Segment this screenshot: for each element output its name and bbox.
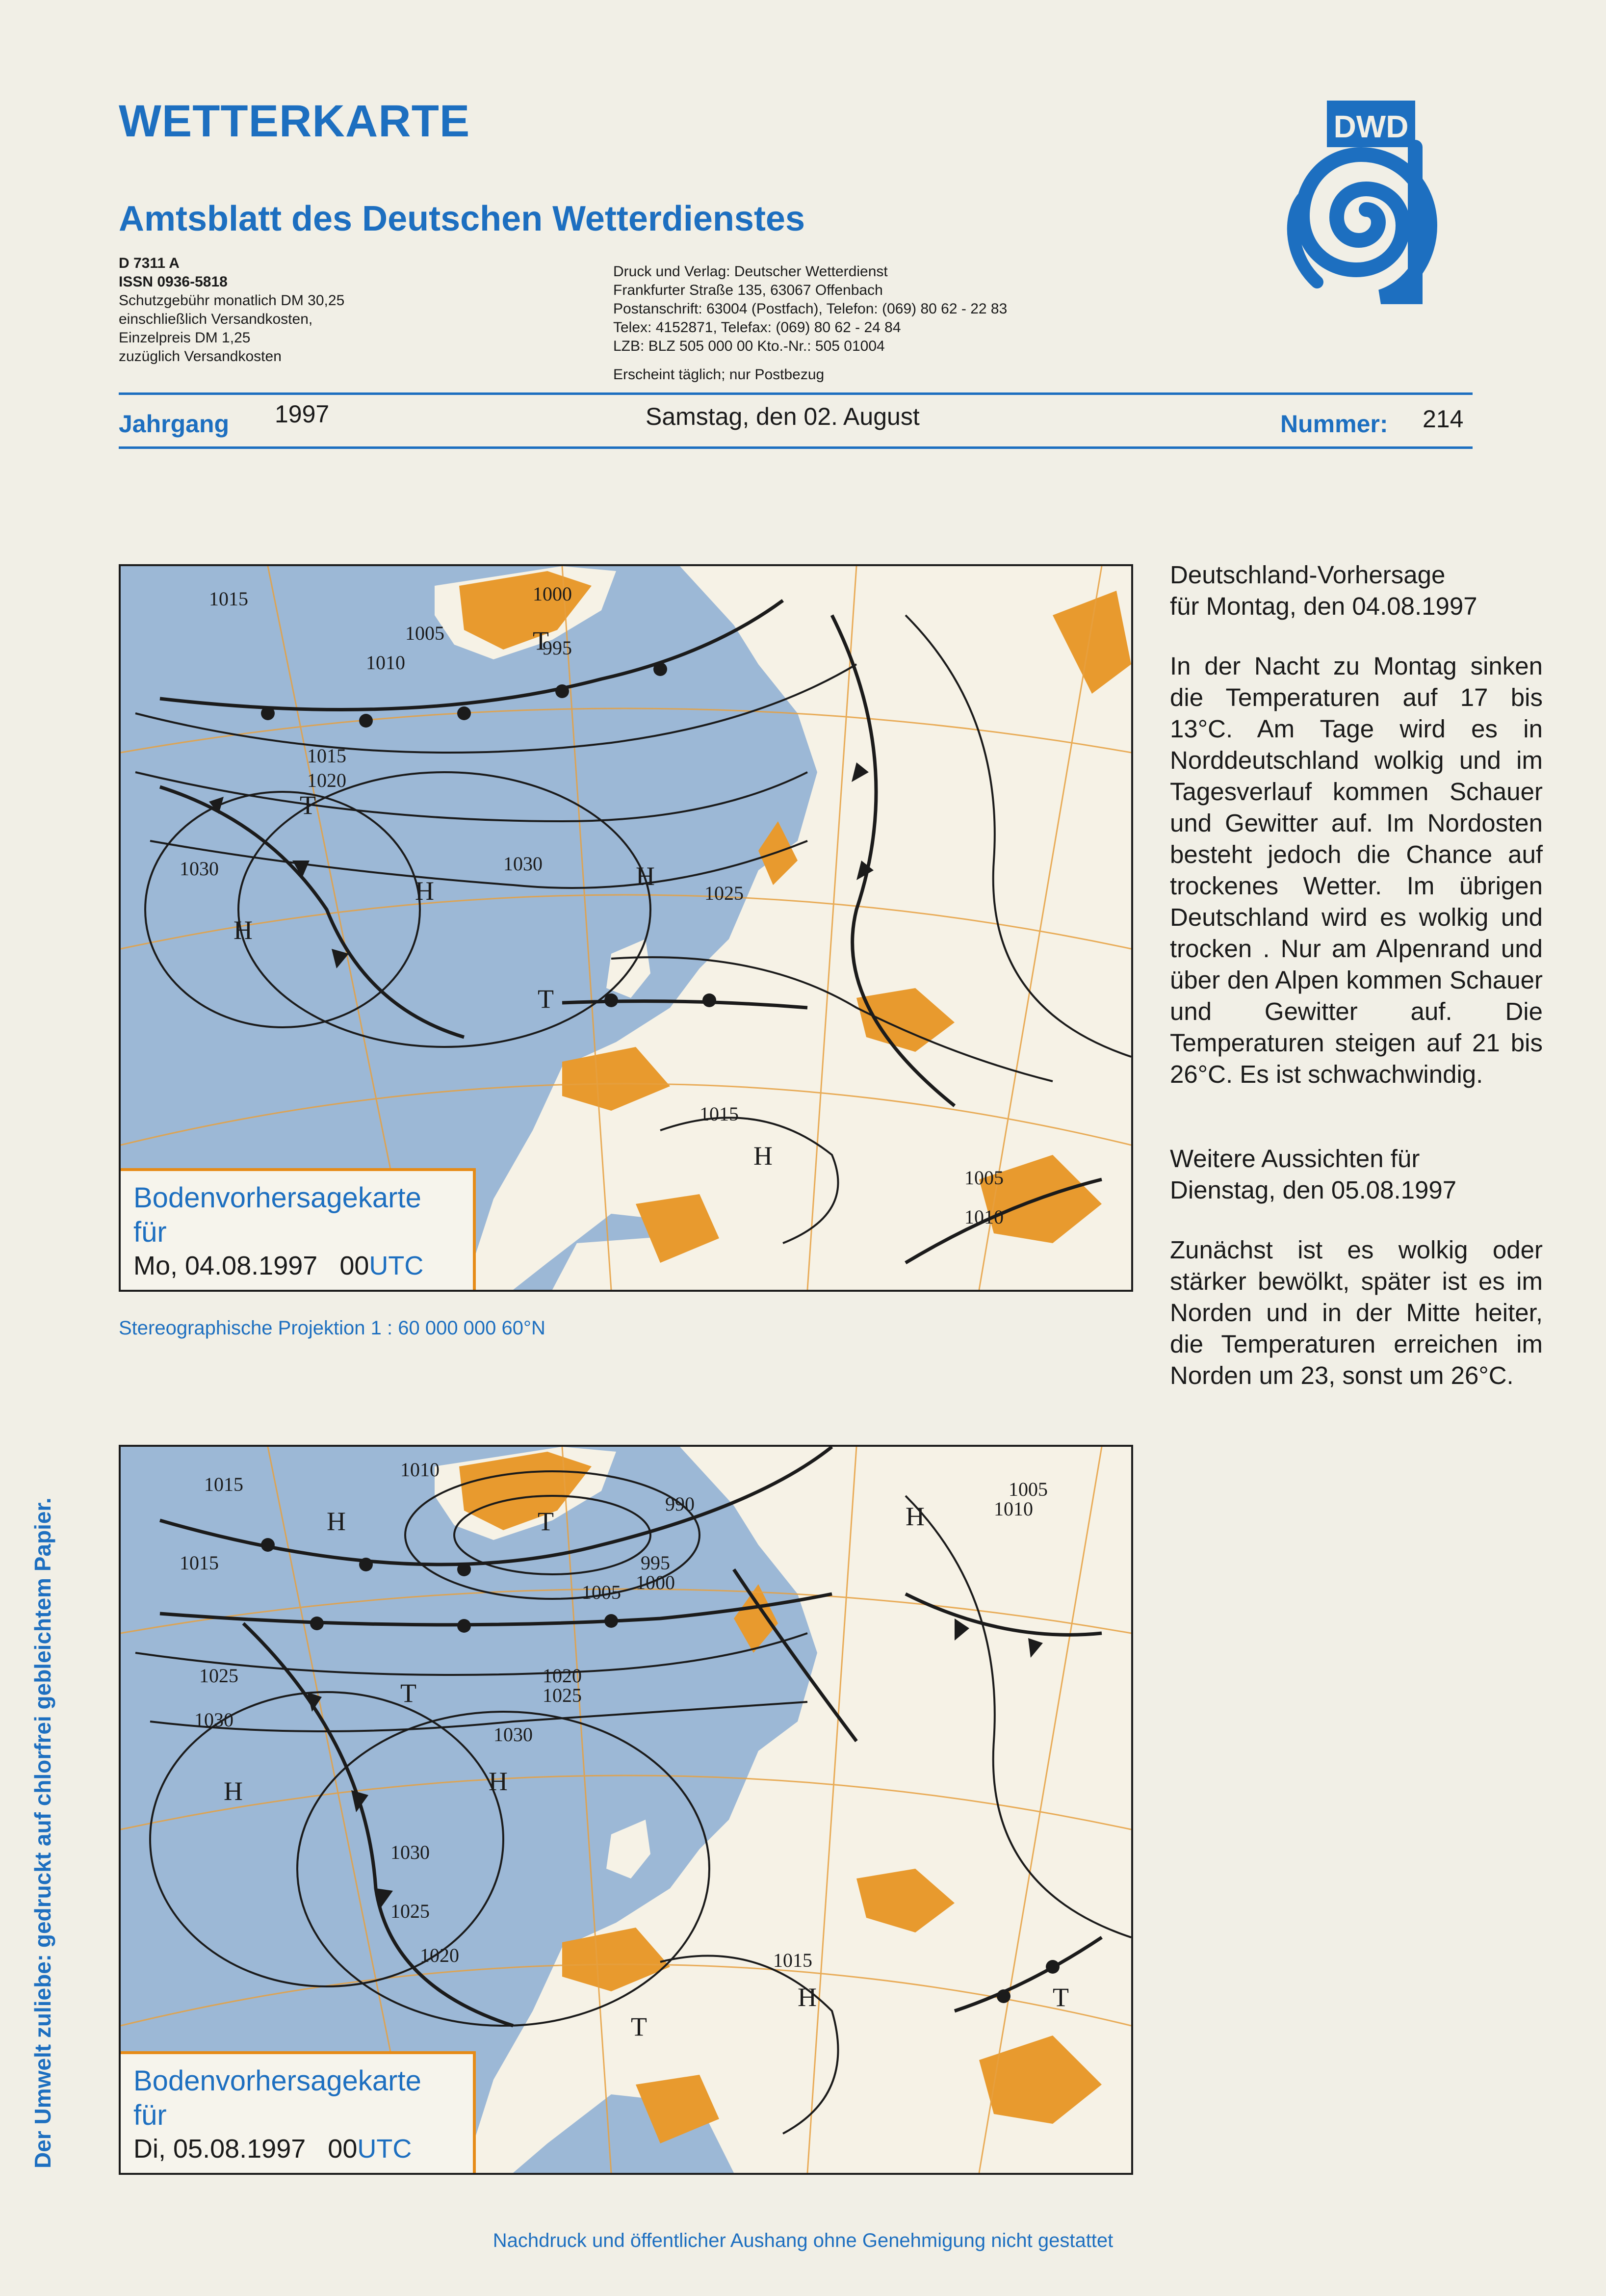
svg-text:1000: 1000 (533, 583, 572, 605)
map-date: Di, 05.08.1997 (133, 2134, 306, 2164)
nummer-label: Nummer: (1280, 410, 1388, 438)
svg-text:1030: 1030 (503, 853, 543, 875)
map-caption-title: Bodenvorhersagekarte für (133, 1182, 421, 1248)
svg-text:H: H (233, 915, 253, 945)
dwd-logo (1283, 101, 1440, 307)
map-caption-date (133, 1250, 462, 1282)
dwd-swirl-icon (1283, 101, 1440, 307)
forecast-heading: Deutschland-Vorhersage (1170, 561, 1446, 589)
svg-text:H: H (753, 1141, 773, 1171)
fee-line: Einzelpreis DM 1,25 (119, 330, 251, 346)
svg-text:H: H (906, 1502, 925, 1531)
publisher-info (613, 262, 1202, 356)
svg-text:1015: 1015 (699, 1103, 739, 1125)
svg-text:H: H (798, 1983, 817, 2012)
svg-text:1015: 1015 (773, 1949, 812, 1971)
projection-note: Stereographische Projektion 1 : 60 000 000 60°N (119, 1317, 545, 1339)
header-divider (119, 392, 1473, 395)
erscheint-note: Erscheint täglich; nur Postbezug (613, 366, 825, 383)
issue-date: Samstag, den 02. August (646, 403, 920, 430)
svg-text:1005: 1005 (1009, 1478, 1048, 1500)
jahrgang-label: Jahrgang (119, 410, 230, 438)
publisher-line: Postanschrift: 63004 (Postfach), Telefon: (069) 80 62 - 22 83 (613, 301, 1008, 317)
map-caption-title: Bodenvorhersagekarte für (133, 2065, 421, 2131)
svg-text:1030: 1030 (180, 858, 219, 880)
outlook-heading: Weitere Aussichten für (1170, 1145, 1420, 1173)
forecast-column (1170, 559, 1543, 1391)
svg-text:T: T (400, 1678, 416, 1708)
svg-text:1015: 1015 (209, 588, 248, 610)
svg-text:1025: 1025 (390, 1900, 430, 1922)
publisher-line: LZB: BLZ 505 000 00 Kto.-Nr.: 505 01004 (613, 338, 885, 354)
nummer-value: 214 (1423, 405, 1464, 433)
environment-note: Der Umwelt zuliebe: gedruckt auf chlorfrei gebleichtem Papier. (30, 1497, 55, 2168)
svg-text:1000: 1000 (636, 1571, 675, 1593)
publication-code: D 7311 A (119, 255, 180, 271)
map-caption (121, 2051, 476, 2173)
fee-line: Schutzgebühr monatlich DM 30,25 (119, 292, 345, 309)
svg-text:1025: 1025 (199, 1665, 238, 1687)
forecast-body: In der Nacht zu Montag sinken die Temperaturen auf 17 bis 13°C. Am Tage wird es in Norddeutschland wolkig und im Tagesverlauf kommen Schauer und Gewitter auf. Im Nordosten besteht jedoch die Chance auf trockenes Wetter. Im übrigen Deutschland wird es wolkig und trocken . Nur am Alpenrand und über den Alpen kommen Schauer und Gewitter auf. Die Temperaturen steigen auf 21 bis 26°C. Es ist schwachwindig. (1170, 652, 1543, 1088)
fee-line: zuzüglich Versandkosten (119, 348, 282, 365)
svg-text:1030: 1030 (390, 1841, 430, 1863)
map-utc: UTC (357, 2134, 412, 2164)
svg-text:995: 995 (641, 1552, 670, 1574)
forecast-map-tuesday (119, 1445, 1133, 2175)
svg-text:1015: 1015 (307, 745, 346, 767)
svg-text:1025: 1025 (704, 882, 744, 904)
map-time: 00 (328, 2134, 358, 2164)
jahrgang-value: 1997 (275, 400, 330, 428)
svg-text:T: T (533, 626, 549, 655)
dwd-logo-text: DWD (1333, 109, 1409, 144)
footer-note: Nachdruck und öffentlicher Aushang ohne Genehmigung nicht gestattet (492, 2230, 1114, 2251)
svg-text:1010: 1010 (964, 1206, 1004, 1228)
svg-text:1005: 1005 (405, 622, 444, 644)
svg-text:T: T (538, 1507, 554, 1536)
svg-text:1005: 1005 (964, 1167, 1004, 1189)
fee-line: einschließlich Versandkosten, (119, 311, 313, 327)
publication-info (119, 254, 560, 366)
svg-text:H: H (415, 876, 434, 906)
svg-text:1015: 1015 (180, 1552, 219, 1574)
publisher-line: Telex: 4152871, Telefax: (069) 80 62 - 24 84 (613, 319, 901, 336)
svg-text:1020: 1020 (420, 1944, 459, 1966)
map-caption-date (133, 2133, 462, 2165)
svg-text:H: H (327, 1507, 346, 1536)
svg-text:1020: 1020 (543, 1665, 582, 1687)
svg-text:1020: 1020 (307, 769, 346, 791)
svg-text:T: T (538, 984, 554, 1014)
map-caption (121, 1168, 476, 1290)
map-time: 00 (339, 1251, 369, 1280)
svg-text:1030: 1030 (493, 1723, 533, 1746)
outlook-body: Zunächst ist es wolkig oder stärker bewölkt, später ist es im Norden und in der Mitte heiter, die Temperaturen erreichen im Norden um 23, sonst um 26°C. (1170, 1236, 1543, 1389)
issn: ISSN 0936-5818 (119, 274, 228, 290)
svg-text:1025: 1025 (543, 1684, 582, 1706)
svg-text:T: T (631, 2012, 647, 2041)
svg-text:1010: 1010 (400, 1459, 440, 1481)
forecast-heading-date: für Montag, den 04.08.1997 (1170, 592, 1477, 620)
forecast-map-monday (119, 564, 1133, 1292)
publisher-line: Druck und Verlag: Deutscher Wetterdienst (613, 263, 888, 280)
svg-text:1030: 1030 (194, 1709, 233, 1731)
page-title: WETTERKARTE (119, 96, 470, 146)
svg-text:T: T (1053, 1983, 1069, 2012)
svg-text:990: 990 (665, 1493, 695, 1515)
outlook-heading-date: Dienstag, den 05.08.1997 (1170, 1176, 1457, 1204)
svg-text:1005: 1005 (582, 1581, 621, 1603)
svg-text:995: 995 (543, 637, 572, 659)
map-utc: UTC (369, 1251, 424, 1280)
svg-text:1015: 1015 (204, 1473, 243, 1495)
page-subtitle: Amtsblatt des Deutschen Wetterdienstes (119, 199, 805, 238)
svg-text:1010: 1010 (366, 652, 405, 674)
header-divider (119, 446, 1473, 449)
map-date: Mo, 04.08.1997 (133, 1251, 318, 1280)
svg-text:H: H (224, 1776, 243, 1806)
svg-text:H: H (489, 1767, 508, 1796)
svg-text:1010: 1010 (994, 1498, 1033, 1520)
svg-text:T: T (300, 790, 316, 820)
svg-text:H: H (636, 861, 655, 891)
publisher-line: Frankfurter Straße 135, 63067 Offenbach (613, 282, 883, 298)
